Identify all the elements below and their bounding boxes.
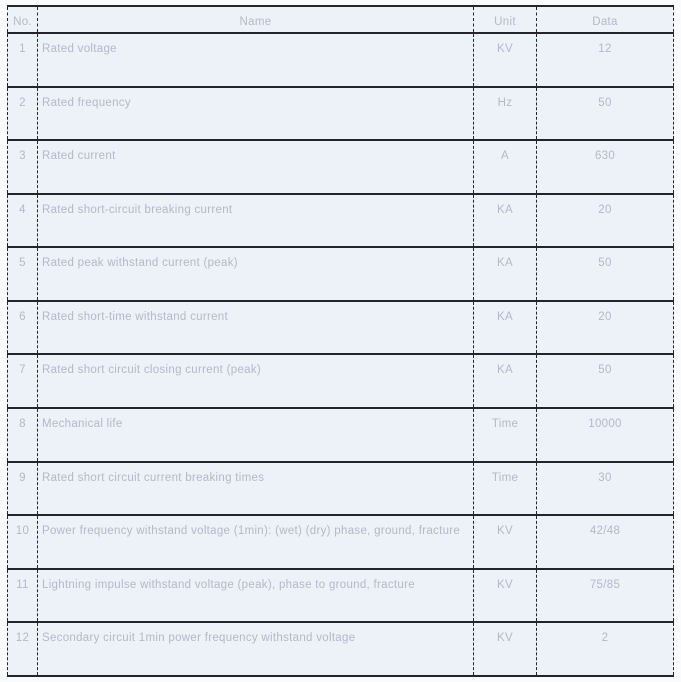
column-header-no: No. <box>8 6 38 33</box>
cell-name: Lightning impulse withstand voltage (peak), phase to ground, fracture <box>38 569 474 623</box>
cell-data: 50 <box>537 354 674 408</box>
cell-unit: KV <box>474 622 537 676</box>
cell-data: 10000 <box>537 408 674 462</box>
cell-name: Mechanical life <box>38 408 474 462</box>
cell-no: 5 <box>8 247 38 301</box>
table-row <box>8 569 674 623</box>
cell-no: 11 <box>8 569 38 623</box>
cell-name: Rated short circuit closing current (peak) <box>38 354 474 408</box>
cell-unit: KV <box>474 515 537 569</box>
cell-no: 1 <box>8 33 38 87</box>
cell-data: 20 <box>537 301 674 355</box>
spec-table-container <box>7 5 674 677</box>
cell-name: Rated short-time withstand current <box>38 301 474 355</box>
cell-no: 2 <box>8 87 38 141</box>
cell-data: 42/48 <box>537 515 674 569</box>
table-row <box>8 622 674 676</box>
cell-data: 30 <box>537 462 674 516</box>
cell-data: 50 <box>537 87 674 141</box>
table-row <box>8 462 674 516</box>
cell-name: Power frequency withstand voltage (1min): (wet) (dry) phase, ground, fracture <box>38 515 474 569</box>
cell-name: Rated frequency <box>38 87 474 141</box>
header-row <box>8 6 674 33</box>
cell-no: 3 <box>8 140 38 194</box>
column-header-unit: Unit <box>474 6 537 33</box>
cell-no: 12 <box>8 622 38 676</box>
cell-no: 10 <box>8 515 38 569</box>
cell-unit: Time <box>474 408 537 462</box>
column-header-data: Data <box>537 6 674 33</box>
cell-unit: KA <box>474 194 537 248</box>
cell-no: 9 <box>8 462 38 516</box>
table-row <box>8 87 674 141</box>
table-row <box>8 247 674 301</box>
cell-data: 20 <box>537 194 674 248</box>
table-row <box>8 194 674 248</box>
cell-no: 4 <box>8 194 38 248</box>
table-row <box>8 33 674 87</box>
cell-unit: Hz <box>474 87 537 141</box>
cell-data: 75/85 <box>537 569 674 623</box>
table-row <box>8 515 674 569</box>
table-row <box>8 408 674 462</box>
cell-name: Rated short circuit current breaking times <box>38 462 474 516</box>
table-row <box>8 354 674 408</box>
cell-data: 50 <box>537 247 674 301</box>
table-row <box>8 140 674 194</box>
cell-unit: A <box>474 140 537 194</box>
cell-unit: KA <box>474 247 537 301</box>
cell-name: Rated short-circuit breaking current <box>38 194 474 248</box>
cell-no: 8 <box>8 408 38 462</box>
column-header-name: Name <box>38 6 474 33</box>
table-row <box>8 301 674 355</box>
cell-name: Secondary circuit 1min power frequency withstand voltage <box>38 622 474 676</box>
cell-data: 2 <box>537 622 674 676</box>
cell-unit: KV <box>474 569 537 623</box>
cell-name: Rated peak withstand current (peak) <box>38 247 474 301</box>
cell-no: 7 <box>8 354 38 408</box>
cell-data: 630 <box>537 140 674 194</box>
cell-unit: KA <box>474 301 537 355</box>
cell-name: Rated current <box>38 140 474 194</box>
cell-unit: KA <box>474 354 537 408</box>
cell-unit: Time <box>474 462 537 516</box>
spec-table <box>7 5 674 677</box>
cell-name: Rated voltage <box>38 33 474 87</box>
cell-unit: KV <box>474 33 537 87</box>
cell-data: 12 <box>537 33 674 87</box>
cell-no: 6 <box>8 301 38 355</box>
